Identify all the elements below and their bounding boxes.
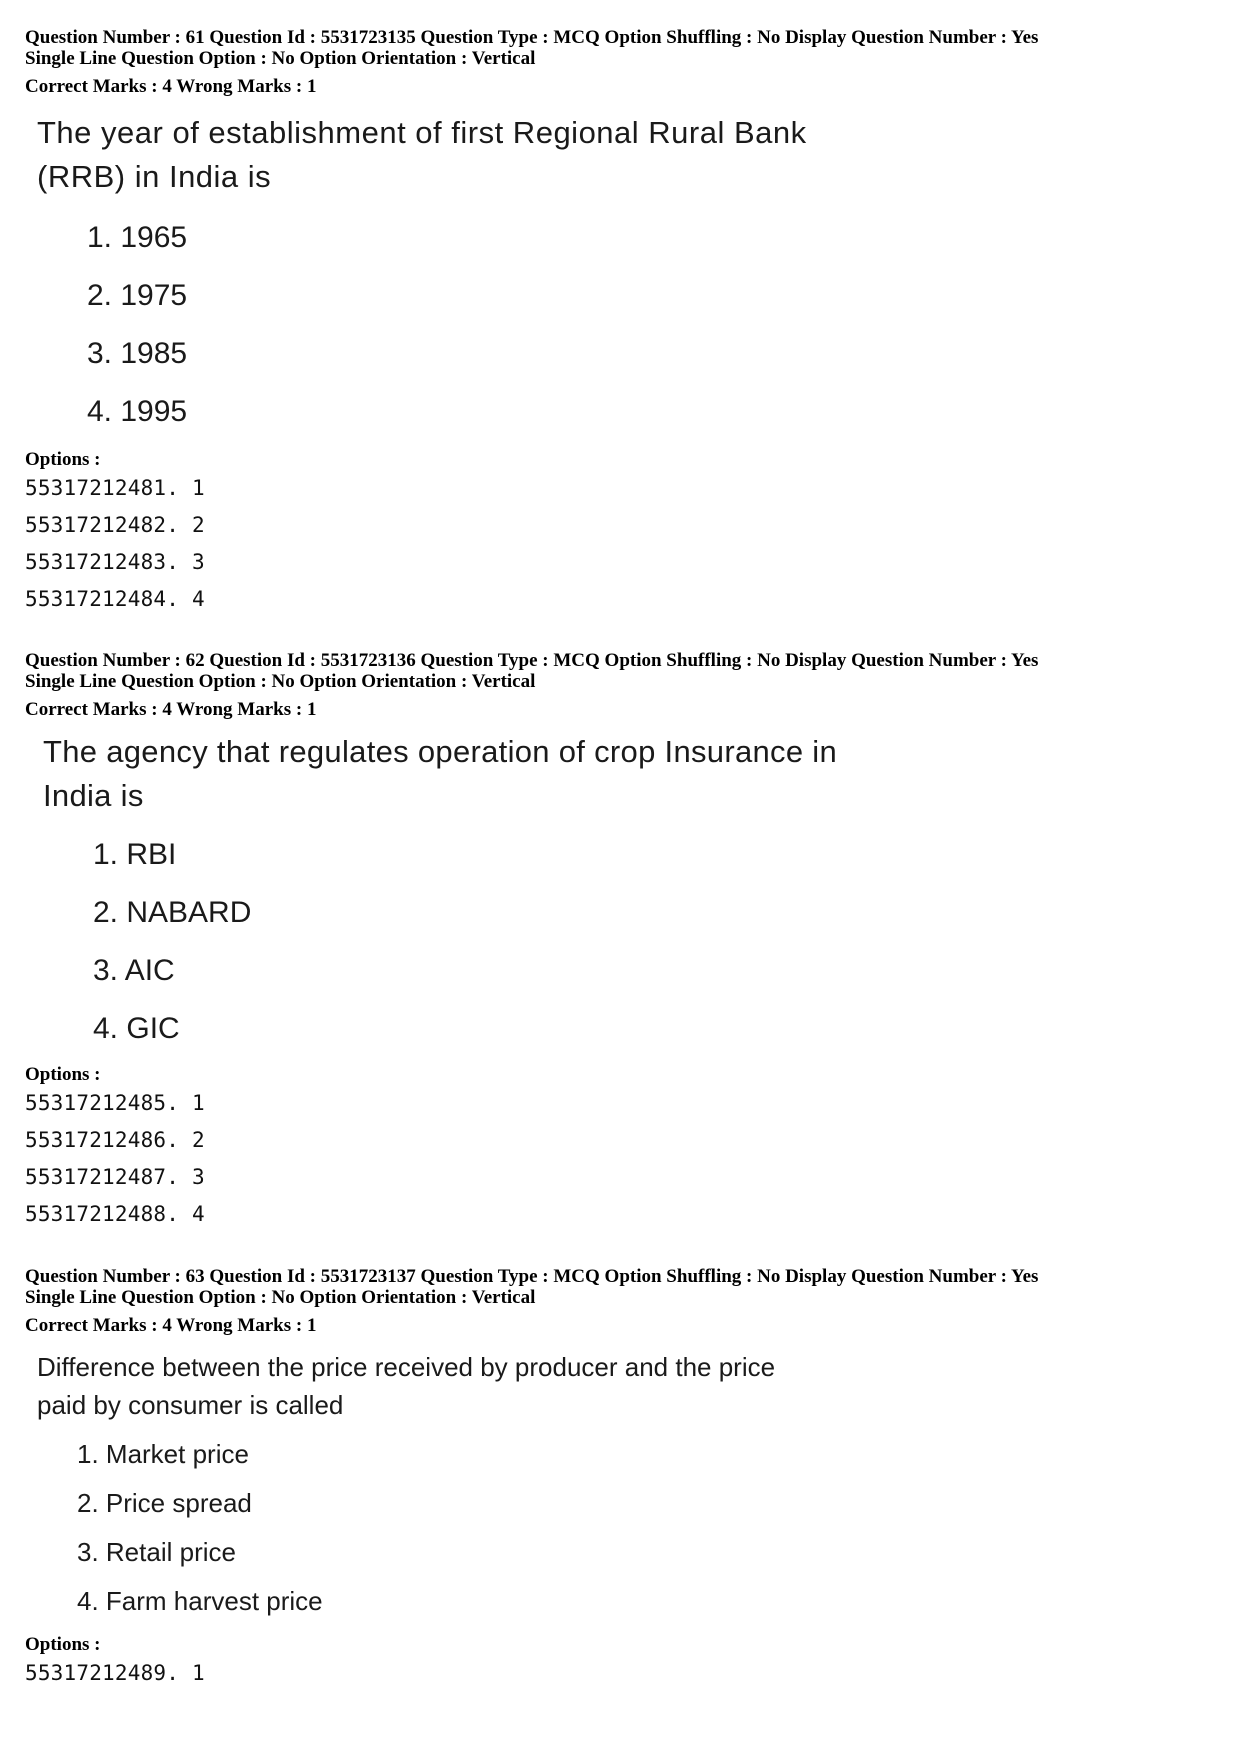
question-meta-line: Question Number : 63 Question Id : 5531723137 Question Type : MCQ Option Shuffling : No Display Question Number : Yes bbox=[25, 1266, 1039, 1287]
answer-choices bbox=[93, 826, 1215, 1058]
question-meta-line: Question Number : 62 Question Id : 5531723136 Question Type : MCQ Option Shuffling : No Display Question Number : Yes bbox=[25, 650, 1039, 671]
answer-choices bbox=[87, 209, 1215, 441]
option-id: 55317212481. 1 bbox=[25, 476, 205, 500]
question-image bbox=[43, 730, 1215, 1058]
question-meta-line: Single Line Question Option : No Option Orientation : Vertical bbox=[25, 48, 536, 69]
answer-choice: 2. 1975 bbox=[87, 279, 188, 312]
answer-choice: 2. NABARD bbox=[93, 896, 252, 929]
option-id-list bbox=[25, 1085, 1215, 1233]
answer-choice: 3. Retail price bbox=[77, 1537, 236, 1567]
answer-choice: 1. RBI bbox=[93, 838, 177, 871]
answer-choice: 2. Price spread bbox=[77, 1488, 252, 1518]
option-id: 55317212487. 3 bbox=[25, 1165, 205, 1189]
question-meta-line: Single Line Question Option : No Option Orientation : Vertical bbox=[25, 1287, 536, 1308]
answer-choice: 4. 1995 bbox=[87, 395, 188, 428]
question-marks: Correct Marks : 4 Wrong Marks : 1 bbox=[25, 76, 317, 97]
question-marks: Correct Marks : 4 Wrong Marks : 1 bbox=[25, 1315, 317, 1336]
question-meta-line: Question Number : 61 Question Id : 5531723135 Question Type : MCQ Option Shuffling : No Display Question Number : Yes bbox=[25, 27, 1039, 48]
question-block-63 bbox=[25, 1266, 1215, 1692]
answer-choice: 1. 1965 bbox=[87, 221, 188, 254]
option-id: 55317212489. 1 bbox=[25, 1661, 205, 1685]
options-label: Options : bbox=[25, 1064, 101, 1085]
answer-choice: 4. GIC bbox=[93, 1012, 180, 1045]
question-block-62 bbox=[25, 650, 1215, 1233]
option-id: 55317212488. 4 bbox=[25, 1202, 205, 1226]
answer-choice: 4. Farm harvest price bbox=[77, 1586, 323, 1616]
question-stem: The year of establishment of first Regional Rural Bank (RRB) in India is bbox=[37, 115, 807, 194]
question-stem: The agency that regulates operation of crop Insurance in India is bbox=[43, 734, 838, 813]
answer-choice: 1. Market price bbox=[77, 1439, 249, 1469]
question-block-61 bbox=[25, 27, 1215, 618]
options-label: Options : bbox=[25, 449, 101, 470]
question-marks: Correct Marks : 4 Wrong Marks : 1 bbox=[25, 699, 317, 720]
question-meta-line: Single Line Question Option : No Option Orientation : Vertical bbox=[25, 671, 536, 692]
question-image bbox=[37, 1348, 1215, 1626]
answer-choices bbox=[77, 1430, 1215, 1626]
answer-choice: 3. AIC bbox=[93, 954, 175, 987]
options-label: Options : bbox=[25, 1634, 101, 1655]
option-id: 55317212484. 4 bbox=[25, 587, 205, 611]
option-id: 55317212483. 3 bbox=[25, 550, 205, 574]
option-id: 55317212486. 2 bbox=[25, 1128, 205, 1152]
option-id: 55317212485. 1 bbox=[25, 1091, 205, 1115]
question-stem: Difference between the price received by producer and the price paid by consumer is called bbox=[37, 1352, 776, 1420]
option-id-list bbox=[25, 470, 1215, 618]
option-id: 55317212482. 2 bbox=[25, 513, 205, 537]
option-id-list bbox=[25, 1655, 1215, 1692]
question-image bbox=[37, 111, 1215, 441]
answer-choice: 3. 1985 bbox=[87, 337, 188, 370]
